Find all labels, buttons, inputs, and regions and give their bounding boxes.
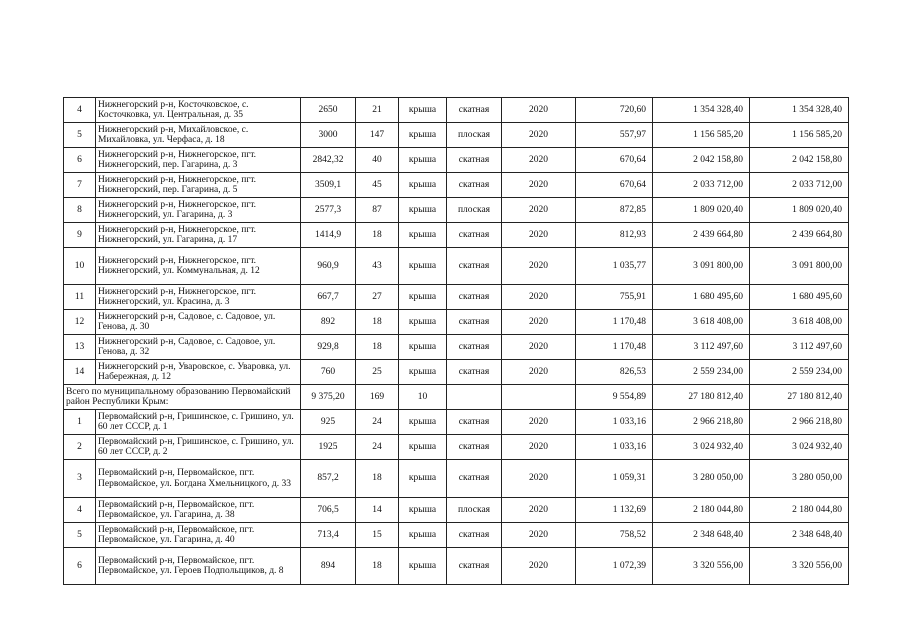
table-row — [64, 248, 849, 285]
table-total-row — [64, 385, 849, 410]
roof-type-cell: плоская — [447, 123, 502, 148]
element-cell: крыша — [399, 335, 447, 360]
address-cell: Нижнегорский р-н, Нижнегорское, пгт. Нижнегорский, ул. Гагарина, д. 3 — [96, 198, 301, 223]
year-cell: 2020 — [502, 523, 576, 548]
address-cell: Нижнегорский р-н, Нижнегорское, пгт. Нижнегорский, пер. Гагарина, д. 3 — [96, 148, 301, 173]
element-cell: крыша — [399, 98, 447, 123]
cost-cell: 1 156 585,20 — [653, 123, 750, 148]
area-cell: 3509,1 — [301, 173, 356, 198]
cost-cell: 3 618 408,00 — [653, 310, 750, 335]
unit-price-cell: 826,53 — [576, 360, 653, 385]
element-cell: крыша — [399, 198, 447, 223]
roof-type-cell: скатная — [447, 98, 502, 123]
table-row — [64, 173, 849, 198]
roof-type-cell: скатная — [447, 285, 502, 310]
cost-cell: 1 354 328,40 — [653, 98, 750, 123]
row-number-cell: 2 — [64, 435, 96, 460]
document-page — [63, 97, 848, 585]
element-cell: крыша — [399, 148, 447, 173]
total-cell: 27 180 812,40 — [750, 385, 849, 410]
row-number-cell: 5 — [64, 523, 96, 548]
row-number-cell: 4 — [64, 498, 96, 523]
total-cell: 2 180 044,80 — [750, 498, 849, 523]
element-cell: крыша — [399, 498, 447, 523]
area-cell: 894 — [301, 548, 356, 585]
unit-price-cell: 1 170,48 — [576, 335, 653, 360]
unit-price-cell: 557,97 — [576, 123, 653, 148]
roof-type-cell: скатная — [447, 223, 502, 248]
area-cell: 667,7 — [301, 285, 356, 310]
row-number-cell: 12 — [64, 310, 96, 335]
quantity-cell: 18 — [356, 335, 399, 360]
quantity-cell: 24 — [356, 410, 399, 435]
address-cell: Первомайский р-н, Гришинское, с. Гришино, ул. 60 лет СССР, д. 1 — [96, 410, 301, 435]
area-cell: 706,5 — [301, 498, 356, 523]
area-cell: 892 — [301, 310, 356, 335]
table-row — [64, 98, 849, 123]
cost-cell: 1 809 020,40 — [653, 198, 750, 223]
total-cell: 3 024 932,40 — [750, 435, 849, 460]
cost-cell: 3 112 497,60 — [653, 335, 750, 360]
total-cell: 3 618 408,00 — [750, 310, 849, 335]
row-number-cell: 4 — [64, 98, 96, 123]
element-cell: крыша — [399, 248, 447, 285]
unit-price-cell: 9 554,89 — [576, 385, 653, 410]
address-cell: Нижнегорский р-н, Михайловское, с. Михайловка, ул. Черфаса, д. 18 — [96, 123, 301, 148]
year-cell: 2020 — [502, 285, 576, 310]
address-cell: Первомайский р-н, Первомайское, пгт. Первомайское, ул. Гагарина, д. 40 — [96, 523, 301, 548]
unit-price-cell: 758,52 — [576, 523, 653, 548]
address-cell: Нижнегорский р-н, Косточковское, с. Косточковка, ул. Центральная, д. 35 — [96, 98, 301, 123]
roof-type-cell: скатная — [447, 248, 502, 285]
area-cell: 2842,32 — [301, 148, 356, 173]
table-row — [64, 548, 849, 585]
address-cell: Нижнегорский р-н, Нижнегорское, пгт. Нижнегорский, пер. Гагарина, д. 5 — [96, 173, 301, 198]
address-cell: Нижнегорский р-н, Садовое, с. Садовое, ул. Генова, д. 30 — [96, 310, 301, 335]
address-cell: Первомайский р-н, Первомайское, пгт. Первомайское, ул. Гагарина, д. 38 — [96, 498, 301, 523]
year-cell: 2020 — [502, 410, 576, 435]
total-cell: 2 042 158,80 — [750, 148, 849, 173]
total-label-cell: Всего по муниципальному образованию Первомайский район Республики Крым: — [64, 385, 301, 410]
roof-type-cell: скатная — [447, 360, 502, 385]
quantity-cell: 45 — [356, 173, 399, 198]
table-row — [64, 335, 849, 360]
year-cell: 2020 — [502, 498, 576, 523]
cost-cell: 2 180 044,80 — [653, 498, 750, 523]
quantity-cell: 43 — [356, 248, 399, 285]
year-cell: 2020 — [502, 460, 576, 498]
element-cell: крыша — [399, 360, 447, 385]
total-cell: 1 809 020,40 — [750, 198, 849, 223]
cost-cell: 2 033 712,00 — [653, 173, 750, 198]
unit-price-cell: 1 033,16 — [576, 435, 653, 460]
row-number-cell: 11 — [64, 285, 96, 310]
scan-mark — [59, 527, 69, 549]
row-number-cell: 6 — [64, 548, 96, 585]
unit-price-cell: 1 035,77 — [576, 248, 653, 285]
roof-type-cell: скатная — [447, 310, 502, 335]
total-cell: 2 966 218,80 — [750, 410, 849, 435]
cost-cell: 1 680 495,60 — [653, 285, 750, 310]
roof-type-cell: скатная — [447, 460, 502, 498]
element-cell: крыша — [399, 285, 447, 310]
year-cell: 2020 — [502, 98, 576, 123]
year-cell: 2020 — [502, 223, 576, 248]
unit-price-cell: 670,64 — [576, 173, 653, 198]
element-cell: крыша — [399, 435, 447, 460]
area-cell: 2650 — [301, 98, 356, 123]
element-cell: крыша — [399, 173, 447, 198]
row-number-cell: 3 — [64, 460, 96, 498]
cost-cell: 2 348 648,40 — [653, 523, 750, 548]
year-cell: 2020 — [502, 248, 576, 285]
roof-type-cell: плоская — [447, 498, 502, 523]
quantity-cell: 18 — [356, 310, 399, 335]
total-cell: 1 156 585,20 — [750, 123, 849, 148]
total-cell: 1 680 495,60 — [750, 285, 849, 310]
row-number-cell: 7 — [64, 173, 96, 198]
roof-type-cell: скатная — [447, 173, 502, 198]
cost-cell: 3 280 050,00 — [653, 460, 750, 498]
cost-cell: 2 042 158,80 — [653, 148, 750, 173]
cost-cell: 3 024 932,40 — [653, 435, 750, 460]
unit-price-cell: 755,91 — [576, 285, 653, 310]
quantity-cell: 40 — [356, 148, 399, 173]
quantity-cell: 169 — [356, 385, 399, 410]
row-number-cell: 14 — [64, 360, 96, 385]
total-cell: 3 091 800,00 — [750, 248, 849, 285]
table-row — [64, 310, 849, 335]
element-cell: крыша — [399, 310, 447, 335]
address-cell: Нижнегорский р-н, Нижнегорское, пгт. Нижнегорский, ул. Гагарина, д. 17 — [96, 223, 301, 248]
quantity-cell: 21 — [356, 98, 399, 123]
quantity-cell: 18 — [356, 223, 399, 248]
roof-type-cell: скатная — [447, 435, 502, 460]
roof-type-cell: скатная — [447, 335, 502, 360]
year-cell: 2020 — [502, 173, 576, 198]
element-cell: крыша — [399, 460, 447, 498]
cost-cell: 2 559 234,00 — [653, 360, 750, 385]
table-row — [64, 498, 849, 523]
roof-type-cell: скатная — [447, 548, 502, 585]
year-cell: 2020 — [502, 435, 576, 460]
row-number-cell: 10 — [64, 248, 96, 285]
element-cell: крыша — [399, 548, 447, 585]
quantity-cell: 147 — [356, 123, 399, 148]
cost-cell: 3 091 800,00 — [653, 248, 750, 285]
roof-type-cell: скатная — [447, 523, 502, 548]
year-cell: 2020 — [502, 310, 576, 335]
unit-price-cell: 872,85 — [576, 198, 653, 223]
area-cell: 2577,3 — [301, 198, 356, 223]
area-cell: 713,4 — [301, 523, 356, 548]
table-row — [64, 410, 849, 435]
area-cell: 1414,9 — [301, 223, 356, 248]
element-cell: крыша — [399, 123, 447, 148]
area-cell: 857,2 — [301, 460, 356, 498]
year-cell: 2020 — [502, 548, 576, 585]
year-cell — [502, 385, 576, 410]
unit-price-cell: 1 072,39 — [576, 548, 653, 585]
unit-price-cell: 1 132,69 — [576, 498, 653, 523]
total-cell: 3 320 556,00 — [750, 548, 849, 585]
table-row — [64, 285, 849, 310]
roof-type-cell: скатная — [447, 410, 502, 435]
unit-price-cell: 1 033,16 — [576, 410, 653, 435]
address-cell: Нижнегорский р-н, Нижнегорское, пгт. Нижнегорский, ул. Коммунальная, д. 12 — [96, 248, 301, 285]
cost-cell: 27 180 812,40 — [653, 385, 750, 410]
table-row — [64, 360, 849, 385]
table-row — [64, 435, 849, 460]
area-cell: 1925 — [301, 435, 356, 460]
year-cell: 2020 — [502, 360, 576, 385]
repair-schedule-table — [63, 97, 849, 585]
address-cell: Первомайский р-н, Первомайское, пгт. Первомайское, ул. Богдана Хмельницкого, д. 33 — [96, 460, 301, 498]
row-number-cell: 13 — [64, 335, 96, 360]
total-cell: 2 439 664,80 — [750, 223, 849, 248]
year-cell: 2020 — [502, 198, 576, 223]
roof-type-cell: скатная — [447, 148, 502, 173]
table-row — [64, 148, 849, 173]
element-cell: крыша — [399, 523, 447, 548]
unit-price-cell: 1 170,48 — [576, 310, 653, 335]
cost-cell: 3 320 556,00 — [653, 548, 750, 585]
kind-cell — [447, 385, 502, 410]
address-cell: Первомайский р-н, Гришинское, с. Гришино, ул. 60 лет СССР, д. 2 — [96, 435, 301, 460]
roof-type-cell: плоская — [447, 198, 502, 223]
quantity-cell: 18 — [356, 548, 399, 585]
table-body — [64, 98, 849, 585]
quantity-cell: 25 — [356, 360, 399, 385]
table-row — [64, 460, 849, 498]
quantity-cell: 87 — [356, 198, 399, 223]
row-number-cell: 1 — [64, 410, 96, 435]
quantity-cell: 27 — [356, 285, 399, 310]
table-row — [64, 223, 849, 248]
total-cell: 3 280 050,00 — [750, 460, 849, 498]
element-count-cell: 10 — [399, 385, 447, 410]
element-cell: крыша — [399, 410, 447, 435]
element-cell: крыша — [399, 223, 447, 248]
table-row — [64, 123, 849, 148]
row-number-cell: 5 — [64, 123, 96, 148]
total-cell: 1 354 328,40 — [750, 98, 849, 123]
unit-price-cell: 720,60 — [576, 98, 653, 123]
cost-cell: 2 439 664,80 — [653, 223, 750, 248]
total-cell: 3 112 497,60 — [750, 335, 849, 360]
total-cell: 2 559 234,00 — [750, 360, 849, 385]
unit-price-cell: 670,64 — [576, 148, 653, 173]
quantity-cell: 15 — [356, 523, 399, 548]
quantity-cell: 18 — [356, 460, 399, 498]
row-number-cell: 9 — [64, 223, 96, 248]
year-cell: 2020 — [502, 123, 576, 148]
unit-price-cell: 1 059,31 — [576, 460, 653, 498]
area-cell: 760 — [301, 360, 356, 385]
address-cell: Нижнегорский р-н, Уваровское, с. Уваровка, ул. Набережная, д. 12 — [96, 360, 301, 385]
row-number-cell: 6 — [64, 148, 96, 173]
address-cell: Нижнегорский р-н, Нижнегорское, пгт. Нижнегорский, ул. Красина, д. 3 — [96, 285, 301, 310]
area-cell: 925 — [301, 410, 356, 435]
table-row — [64, 198, 849, 223]
cost-cell: 2 966 218,80 — [653, 410, 750, 435]
row-number-cell: 8 — [64, 198, 96, 223]
total-cell: 2 033 712,00 — [750, 173, 849, 198]
address-cell: Первомайский р-н, Первомайское, пгт. Первомайское, ул. Героев Подпольщиков, д. 8 — [96, 548, 301, 585]
quantity-cell: 14 — [356, 498, 399, 523]
area-cell: 3000 — [301, 123, 356, 148]
total-cell: 2 348 648,40 — [750, 523, 849, 548]
area-cell: 929,8 — [301, 335, 356, 360]
address-cell: Нижнегорский р-н, Садовое, с. Садовое, ул. Генова, д. 32 — [96, 335, 301, 360]
unit-price-cell: 812,93 — [576, 223, 653, 248]
area-cell: 9 375,20 — [301, 385, 356, 410]
year-cell: 2020 — [502, 335, 576, 360]
table-row — [64, 523, 849, 548]
area-cell: 960,9 — [301, 248, 356, 285]
year-cell: 2020 — [502, 148, 576, 173]
quantity-cell: 24 — [356, 435, 399, 460]
